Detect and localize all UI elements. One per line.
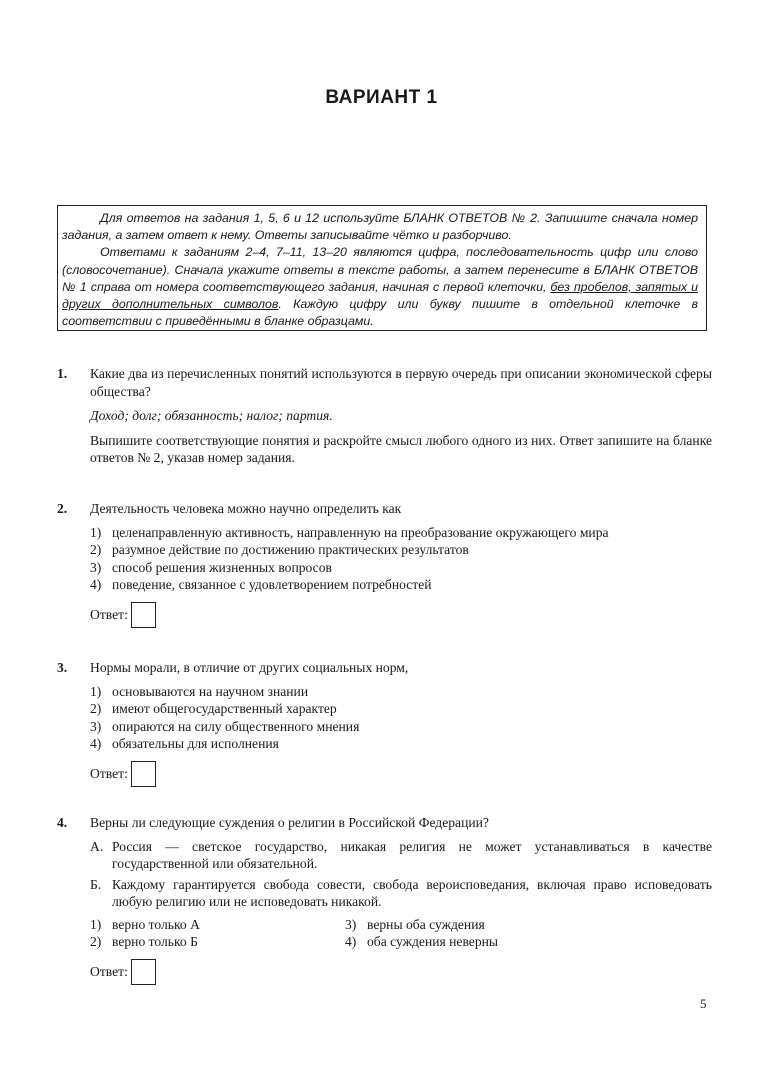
- question-4: [0, 814, 763, 985]
- answer-label: Ответ:: [90, 765, 128, 781]
- judgement-letter: Б.: [90, 876, 102, 892]
- question-task: Выпишите соответствующие понятия и раскройте смысл любого одного из них. Ответ запишите на бланке ответов № 2, указав номер задания.: [90, 432, 712, 465]
- answer-field: [90, 959, 712, 985]
- answer-label: Ответ:: [90, 963, 128, 979]
- option-text: верно только А: [112, 916, 200, 932]
- instructions-paragraph-1: Для ответов на задания 1, 5, 6 и 12 используйте БЛАНК ОТВЕТОВ № 2. Запишите сначала номер задания, а затем ответ к нему. Ответы записывайте чётко и разборчиво.: [62, 211, 698, 243]
- option-2: [90, 933, 345, 951]
- instructions-paragraph-2: [62, 244, 698, 330]
- option-number: 3): [90, 718, 102, 734]
- page-title: ВАРИАНТ 1: [325, 87, 438, 108]
- option-number: 2): [90, 701, 102, 716]
- option-number: 3): [345, 916, 357, 932]
- option-text: обязательны для исполнения: [112, 736, 279, 751]
- question-text: Нормы морали, в отличие от других социальных норм,: [90, 660, 409, 675]
- question-text: Деятельность человека можно научно определить как: [90, 501, 402, 516]
- option-text: оба суждения неверны: [367, 934, 499, 949]
- answer-field: [90, 761, 712, 787]
- option-number: 4): [90, 736, 102, 751]
- instructions-box: [57, 205, 707, 331]
- question-2: [0, 500, 763, 628]
- instructions-underlined-text: без пробелов, запятых и других дополнительных символов: [62, 279, 698, 312]
- option-1: [90, 916, 345, 934]
- option-1: [90, 524, 712, 542]
- option-3: [90, 559, 712, 577]
- option-number: 4): [345, 934, 357, 949]
- answer-box[interactable]: [131, 761, 156, 787]
- option-text: целенаправленную активность, направленную на преобразование окружающего мира: [112, 524, 609, 540]
- answer-label: Ответ:: [90, 606, 128, 622]
- question-number: 4.: [57, 815, 68, 830]
- question-text: Верны ли следующие суждения о религии в Российской Федерации?: [90, 815, 489, 830]
- option-number: 2): [90, 542, 102, 557]
- answer-options: [90, 916, 712, 951]
- answer-options: [90, 524, 712, 594]
- question-number: 3.: [57, 660, 68, 675]
- judgement-text: Каждому гарантируется свобода совести, свобода вероисповедания, включая право исповедовать любую религию или не исповедовать никакой.: [112, 876, 712, 909]
- option-2: [90, 541, 712, 559]
- option-4: [90, 735, 712, 753]
- option-text: поведение, связанное с удовлетворением потребностей: [112, 577, 432, 592]
- option-3: [90, 718, 712, 736]
- judgement-a: [90, 838, 712, 873]
- option-3: [345, 916, 600, 934]
- option-text: опираются на силу общественного мнения: [112, 718, 360, 734]
- option-number: 3): [90, 559, 102, 575]
- question-number: 2.: [57, 501, 68, 516]
- option-number: 1): [90, 524, 102, 540]
- question-1: [0, 365, 763, 467]
- answer-options: [90, 683, 712, 753]
- option-4: [90, 576, 712, 594]
- instructions-text: Ответами к заданиям 2–4, 7–11, 13–20 являются цифра, последовательность цифр или слово (словосочетание). Сначала укажите ответы в тексте работы, а затем перенесите в БЛАНК ОТВЕТОВ № 1 справа от номера соответствующего задания, начиная с первой клеточки,: [62, 245, 698, 294]
- option-number: 2): [90, 934, 102, 949]
- option-text: способ решения жизненных вопросов: [112, 559, 332, 575]
- page-number: 5: [700, 996, 707, 1011]
- option-text: основываются на научном знании: [112, 683, 309, 699]
- answer-field: [90, 602, 712, 628]
- question-text: Какие два из перечисленных понятий используются в первую очередь при описании экономической сферы общества?: [90, 366, 712, 399]
- question-number: 1.: [57, 366, 68, 381]
- option-text: верно только Б: [112, 934, 198, 949]
- option-2: [90, 700, 712, 718]
- question-terms: Доход; долг; обязанность; налог; партия.: [90, 408, 333, 423]
- judgement-b: [90, 876, 712, 911]
- option-text: верны оба суждения: [367, 916, 485, 932]
- answer-box[interactable]: [131, 602, 156, 628]
- option-1: [90, 683, 712, 701]
- option-number: 1): [90, 683, 102, 699]
- judgement-text: Россия — светское государство, никакая религия не может устанавливаться в качестве государственной или обязательной.: [112, 838, 712, 871]
- judgement-letter: А.: [90, 838, 104, 854]
- option-number: 4): [90, 577, 102, 592]
- answer-box[interactable]: [131, 959, 156, 985]
- option-text: имеют общегосударственный характер: [112, 701, 337, 716]
- option-4: [345, 933, 600, 951]
- question-3: [0, 659, 763, 787]
- option-number: 1): [90, 916, 102, 932]
- instructions-text-end: . Каждую цифру или букву пишите в отдельной клеточке в соответствии с приведёнными в бланке образцами.: [62, 297, 698, 329]
- option-text: разумное действие по достижению практических результатов: [112, 542, 469, 557]
